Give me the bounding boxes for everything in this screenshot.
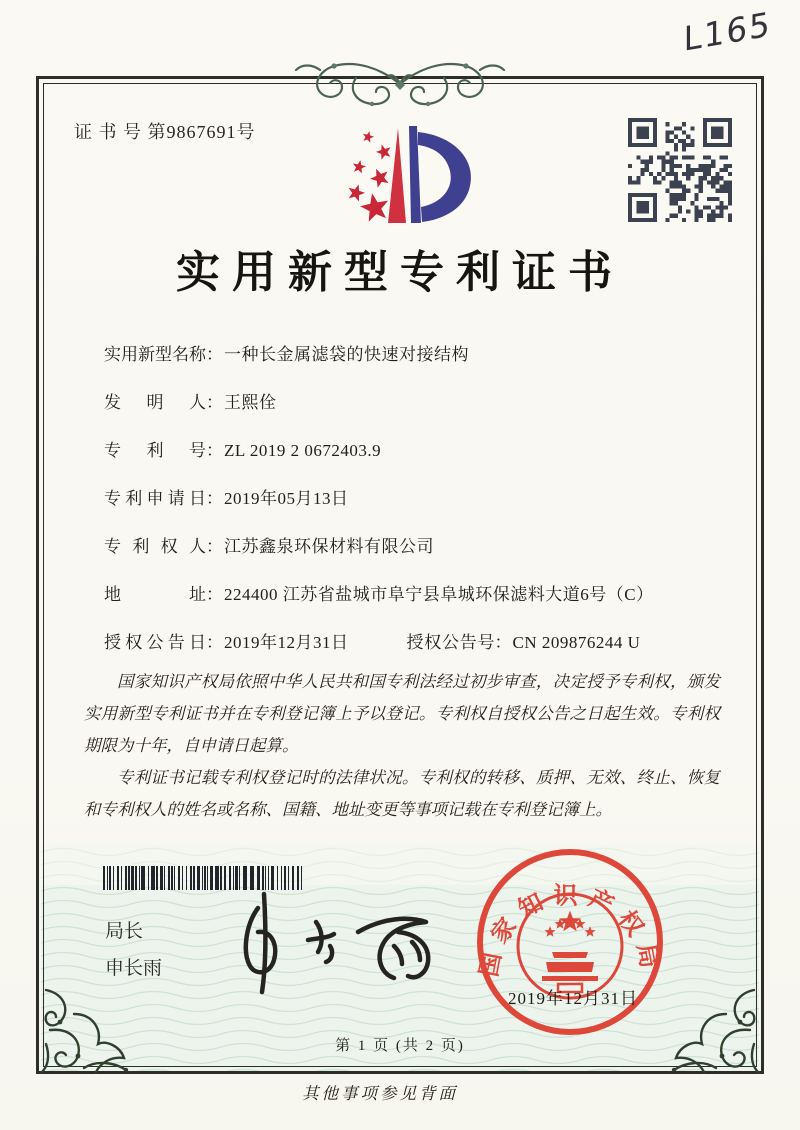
- field-list: [104, 340, 724, 676]
- grant-date-pair: 授权公告日：2019年12月31日: [104, 628, 349, 676]
- field-label: 授权公告日: [104, 633, 206, 652]
- page-indicator: 第 1 页 (共 2 页): [335, 1038, 465, 1054]
- field-value: CN 209876244 U: [512, 633, 641, 652]
- field-label: 专利申请日: [104, 489, 206, 508]
- corner-ornament-bottom-right: [664, 984, 760, 1076]
- field-label: 实用新型名称: [104, 345, 206, 364]
- field-label: 专利权人: [104, 537, 206, 556]
- commissioner-name: 申长雨: [105, 958, 163, 979]
- commissioner-title: 局长: [105, 921, 144, 942]
- field-value: 江苏鑫泉环保材料有限公司: [224, 537, 434, 556]
- official-seal: [472, 844, 668, 1040]
- field-row-filing-date: 专利申请日：2019年05月13日: [104, 484, 724, 532]
- handwritten-signature: [212, 880, 442, 1005]
- grant-number-pair: 授权公告号：CN 209876244 U: [407, 628, 641, 676]
- field-value: 2019年12月31日: [224, 633, 349, 652]
- field-value: 一种长金属滤袋的快速对接结构: [224, 345, 469, 364]
- field-row-patent-no: 专利号：ZL 2019 2 0672403.9: [104, 436, 724, 484]
- field-label: 授权公告号: [406, 633, 495, 652]
- corner-ornament-bottom-left: [40, 984, 136, 1076]
- field-value: ZL 2019 2 0672403.9: [224, 441, 382, 460]
- qr-code: [626, 118, 734, 222]
- field-label: 发明人: [104, 393, 206, 412]
- field-label: 专利号: [104, 441, 206, 460]
- handwritten-note: L165: [683, 3, 772, 60]
- field-row-address: 地址：224400 江苏省盐城市阜宁县阜城环保滤料大道6号（C）: [104, 580, 724, 628]
- legal-text: [84, 666, 720, 826]
- field-label: 地址: [104, 585, 206, 604]
- cnipa-logo-icon: [328, 110, 503, 235]
- certificate-number: 证 书 号 第9867691号: [74, 122, 256, 142]
- field-row-name: 实用新型名称：一种长金属滤袋的快速对接结构: [104, 340, 724, 388]
- seal-date: 2019年12月31日: [508, 989, 638, 1008]
- field-value: 王熙佺: [224, 393, 277, 412]
- legal-paragraph-1: 国家知识产权局依照中华人民共和国专利法经过初步审查，决定授予专利权，颁发实用新型专利证书并在专利登记簿上予以登记。专利权自授权公告之日起生效。专利权期限为十年，自申请日起算。: [84, 672, 720, 755]
- field-row-inventor: 发明人：王熙佺: [104, 388, 724, 436]
- seal-agency-text: 国家知识产权局: [476, 883, 664, 980]
- field-value: 224400 江苏省盐城市阜宁县阜城环保滤料大道6号（C）: [224, 585, 654, 604]
- top-flourish-ornament: [260, 50, 540, 116]
- legal-paragraph-2: 专利证书记载专利权登记时的法律状况。专利权的转移、质押、无效、终止、恢复和专利权人的姓名或名称、国籍、地址变更等事项记载在专利登记簿上。: [84, 768, 720, 819]
- field-value: 2019年05月13日: [224, 489, 349, 508]
- certificate-title: 实用新型专利证书: [176, 248, 624, 297]
- field-row-patentee: 专利权人：江苏鑫泉环保材料有限公司: [104, 532, 724, 580]
- back-note: 其他事项参见背面: [302, 1084, 458, 1103]
